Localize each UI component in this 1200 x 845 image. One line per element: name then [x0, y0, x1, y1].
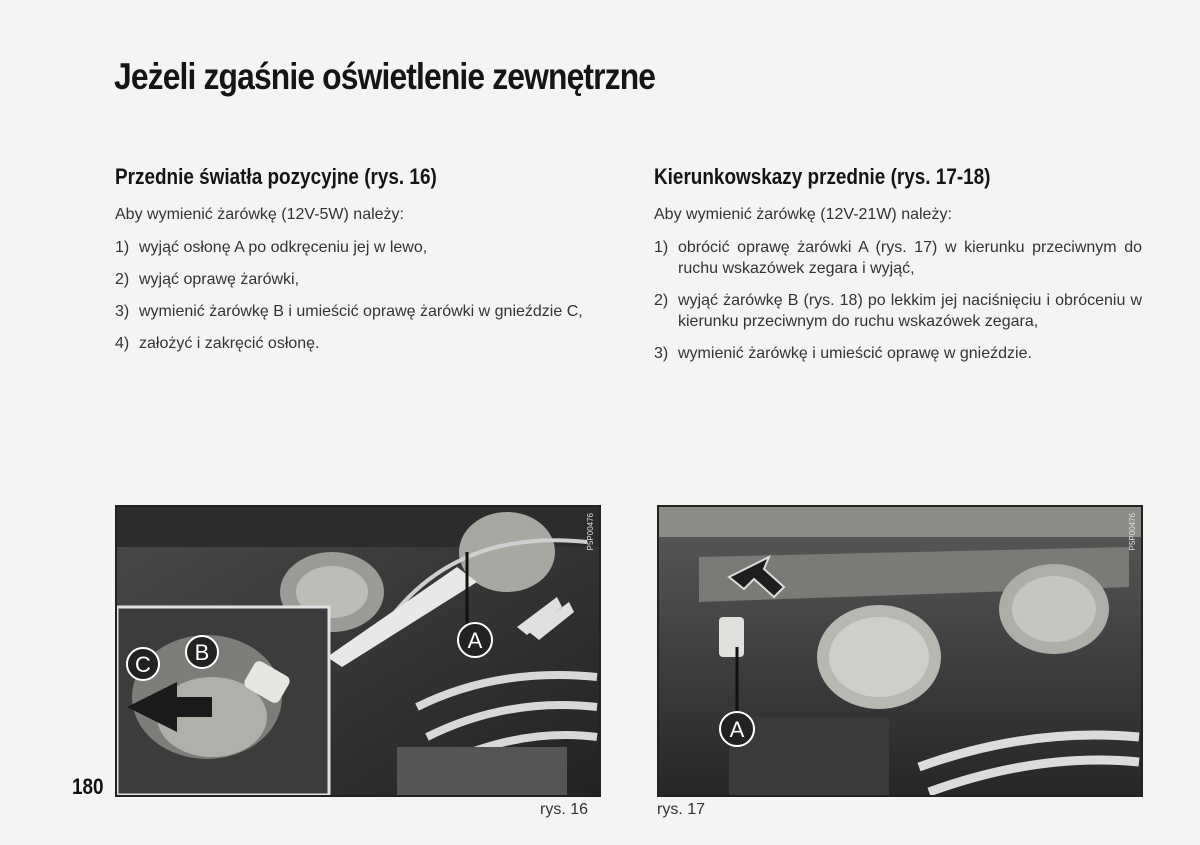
step-text: wymienić żarówkę i umieścić oprawę w gnieździe.	[678, 345, 1032, 362]
right-section-heading: Kierunkowskazy przednie (rys. 17-18)	[654, 164, 991, 189]
step-number: 3)	[115, 303, 130, 320]
step-text: wymienić żarówkę B i umieścić oprawę żarówki w gnieździe C,	[139, 303, 583, 320]
step-text: wyjąć oprawę żarówki,	[139, 271, 300, 288]
list-item	[654, 290, 1142, 332]
left-steps-list	[115, 237, 603, 354]
step-number: 4)	[115, 335, 130, 352]
step-text: wyjąć żarówkę B (rys. 18) po lekkim jej naciśnięciu i obróceniu w kierunku przeciwnym do ruchu wskazówek zegara,	[678, 292, 1142, 330]
label-a: A	[467, 628, 483, 653]
figure-code: P5P00476	[586, 513, 595, 551]
page-number: 180	[72, 774, 104, 799]
step-number: 1)	[115, 239, 130, 256]
list-item	[115, 301, 603, 322]
right-section-intro: Aby wymienić żarówkę (12V-21W) należy:	[654, 206, 952, 223]
right-section	[654, 164, 1142, 375]
step-text: założyć i zakręcić osłonę.	[139, 335, 320, 352]
step-number: 2)	[115, 271, 130, 288]
left-section-heading: Przednie światła pozycyjne (rys. 16)	[115, 164, 437, 189]
left-section-intro: Aby wymienić żarówkę (12V-5W) należy:	[115, 206, 404, 223]
list-item	[115, 237, 603, 258]
figure-caption: rys. 17	[657, 801, 706, 818]
left-section	[115, 164, 603, 365]
figure-rys-16	[115, 505, 601, 797]
engine-photo-17	[659, 507, 1141, 795]
label-b: B	[194, 640, 210, 665]
list-item	[115, 269, 603, 290]
step-number: 3)	[654, 345, 669, 362]
list-item	[115, 333, 603, 354]
label-c: C	[135, 652, 151, 677]
figure-caption: rys. 16	[540, 801, 589, 818]
list-item	[654, 343, 1142, 364]
step-number: 1)	[654, 239, 669, 256]
figure-code: P5P00476	[1128, 513, 1137, 551]
step-text: wyjąć osłonę A po odkręceniu jej w lewo,	[139, 239, 428, 256]
step-number: 2)	[654, 292, 669, 309]
label-a: A	[729, 717, 745, 742]
step-text: obrócić oprawę żarówki A (rys. 17) w kierunku przeciwnym do ruchu wskazówek zegara i wyjąć,	[678, 239, 1142, 277]
list-item	[654, 237, 1142, 279]
page-title: Jeżeli zgaśnie oświetlenie zewnętrzne	[114, 56, 656, 97]
engine-photo-16	[117, 507, 599, 795]
figure-rys-17	[657, 505, 1143, 797]
right-steps-list	[654, 237, 1142, 364]
